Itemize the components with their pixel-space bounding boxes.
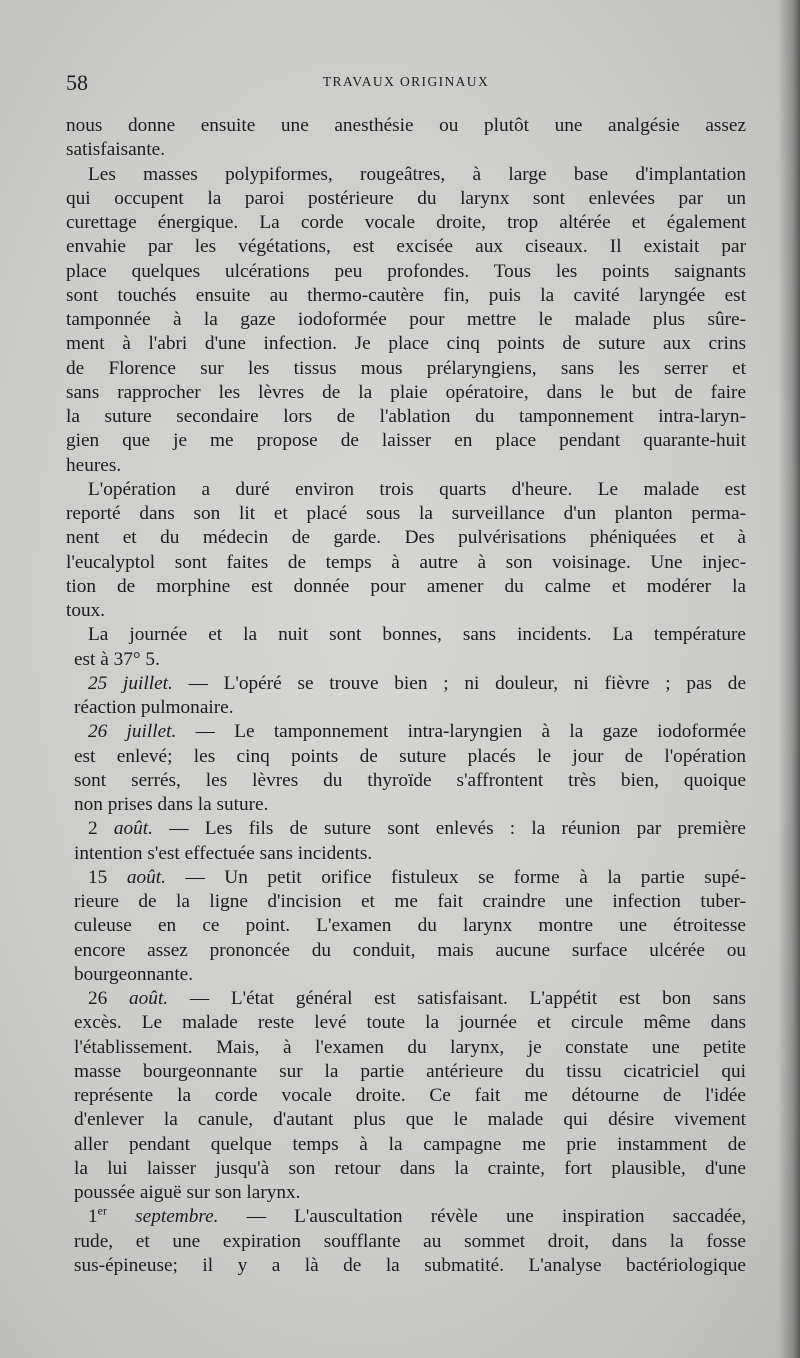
running-head: TRAVAUX ORIGINAUX <box>322 74 490 89</box>
text-line: rieure de la ligne d'incision et me fait craindre une infection tuber- <box>74 891 746 912</box>
text-line: l'eucalyptol sont faites de temps à autre à son voisinage. Une injec- <box>66 551 746 573</box>
text-line: rude, et une expiration soufflante au sommet droit, dans la fosse <box>74 1230 746 1252</box>
entry-date-number: 26 <box>88 988 108 1009</box>
text-line: est enlevé; les cinq points de suture placés le jour de l'opération <box>74 745 746 767</box>
text-line: Les masses polypiformes, rougeâtres, à large base d'implantation <box>88 163 746 185</box>
entry-date: 25 juillet. <box>88 672 173 694</box>
text-line: réaction pulmonaire. <box>74 697 234 718</box>
text-line: est à 37° 5. <box>74 648 160 670</box>
entry-date-number: 2 <box>88 818 98 840</box>
text-line: heures. <box>66 454 122 476</box>
text-line: aller pendant quelque temps à la campagne me prie instamment de <box>74 1133 746 1155</box>
text-line: gien que je me propose de laisser en place pendant quarante-huit <box>66 430 746 452</box>
entry-text: — Les fils de suture sont enlevés : la réunion par première <box>152 818 746 840</box>
text-line: La journée et la nuit sont bonnes, sans incidents. La température <box>88 624 746 646</box>
text-line: d'enlever la canule, d'autant plus que le malade qui désire vivement <box>74 1109 746 1131</box>
entry-text: — L'état général est satisfaisant. L'appétit est bon sans <box>168 988 747 1009</box>
entry-date: août. <box>107 866 166 888</box>
entry-date: août. <box>107 988 169 1009</box>
text-line: non prises dans la suture. <box>74 794 269 815</box>
text-line-dated <box>66 987 746 1011</box>
text-line: envahie par les végétations, est excisée aux ciseaux. Il existait par <box>66 236 746 258</box>
text-line-dated <box>66 866 746 890</box>
text-line: curettage énergique. La corde vocale droite, trop altérée et également <box>66 212 746 233</box>
text-line: sus-épineuse; il y a là de la submatité. L'analyse bactériologique <box>74 1254 746 1276</box>
binding-shadow <box>778 0 800 1358</box>
text-line-dated <box>66 1205 746 1229</box>
text-line: culeuse en ce point. L'examen du larynx montre une étroitesse <box>74 915 746 937</box>
text-line: place quelques ulcérations peu profondes. Tous les points saignants <box>66 260 746 282</box>
page-number: 58 <box>66 70 88 95</box>
text-line: poussée aiguë sur son larynx. <box>74 1182 301 1203</box>
text-line-dated <box>66 720 746 744</box>
text-line-dated <box>66 672 746 696</box>
text-line: ment à l'abri d'une infection. Je place cinq points de suture aux crins <box>66 333 746 355</box>
text-line: masse bourgeonnante sur la partie antérieure du tissu cicatriciel qui <box>74 1060 746 1082</box>
text-line: sont serrés, les lèvres du thyroïde s'affrontent très bien, quoique <box>74 769 746 791</box>
text-line: représente la corde vocale droite. Ce fait me détourne de l'idée <box>74 1085 746 1106</box>
text-line: nous donne ensuite une anesthésie ou plutôt une analgésie assez <box>66 115 746 136</box>
entry-text: — L'opéré se trouve bien ; ni douleur, ni fièvre ; pas de <box>172 672 746 694</box>
text-line: excès. Le malade reste levé toute la journée et circule même dans <box>74 1012 746 1034</box>
entry-text: — L'auscultation révèle une inspiration saccadée, <box>218 1206 746 1228</box>
text-line: la suture secondaire lors de l'ablation du tamponnement intra-laryn- <box>66 406 746 427</box>
text-line: L'opération a duré environ trois quarts d'heure. Le malade est <box>88 478 746 500</box>
text-line: tion de morphine est donnée pour amener du calme et modérer la <box>66 575 746 597</box>
entry-date: septembre. <box>106 1206 219 1228</box>
entry-text: — Le tamponnement intra-laryngien à la gaze iodoformée <box>176 721 747 743</box>
text-line: intention s'est effectuée sans incidents. <box>74 842 373 864</box>
text-line: nent et du médecin de garde. Des pulvérisations phéniquées et à <box>66 527 746 549</box>
text-line: bourgeonnante. <box>74 963 194 985</box>
entry-date-number: 15 <box>88 866 108 888</box>
entry-date: août. <box>97 818 153 840</box>
article-body <box>66 114 746 1278</box>
entry-text: — Un petit orifice fistuleux se forme à la partie supé- <box>165 866 746 888</box>
text-line: encore assez prononcée du conduit, mais aucune surface ulcérée ou <box>74 939 746 961</box>
text-line: de Florence sur les tissus mous prélaryngiens, sans les serrer et <box>66 357 746 379</box>
text-line: la lui laisser jusqu'à son retour dans la crainte, fort plausible, d'une <box>74 1157 746 1179</box>
text-line: tamponnée à la gaze iodoformée pour mettre le malade plus sûre- <box>66 309 746 330</box>
text-line: satisfaisante. <box>66 139 166 161</box>
entry-date-number: 1 <box>88 1206 98 1228</box>
text-line-dated <box>66 817 746 841</box>
text-line: sans rapprocher les lèvres de la plaie opératoire, dans le but de faire <box>66 381 746 403</box>
text-line: toux. <box>66 600 106 621</box>
entry-date-superscript: er <box>97 1203 107 1218</box>
entry-date: 26 juillet. <box>88 721 177 743</box>
text-line: l'établissement. Mais, à l'examen du larynx, je constate une petite <box>74 1036 746 1058</box>
page-header <box>66 70 746 100</box>
text-line: sont touchés ensuite au thermo-cautère fin, puis la cavité laryngée est <box>66 284 746 306</box>
text-line: qui occupent la paroi postérieure du larynx sont enlevées par un <box>66 187 746 209</box>
text-line: reporté dans son lit et placé sous la surveillance d'un planton perma- <box>66 503 746 524</box>
